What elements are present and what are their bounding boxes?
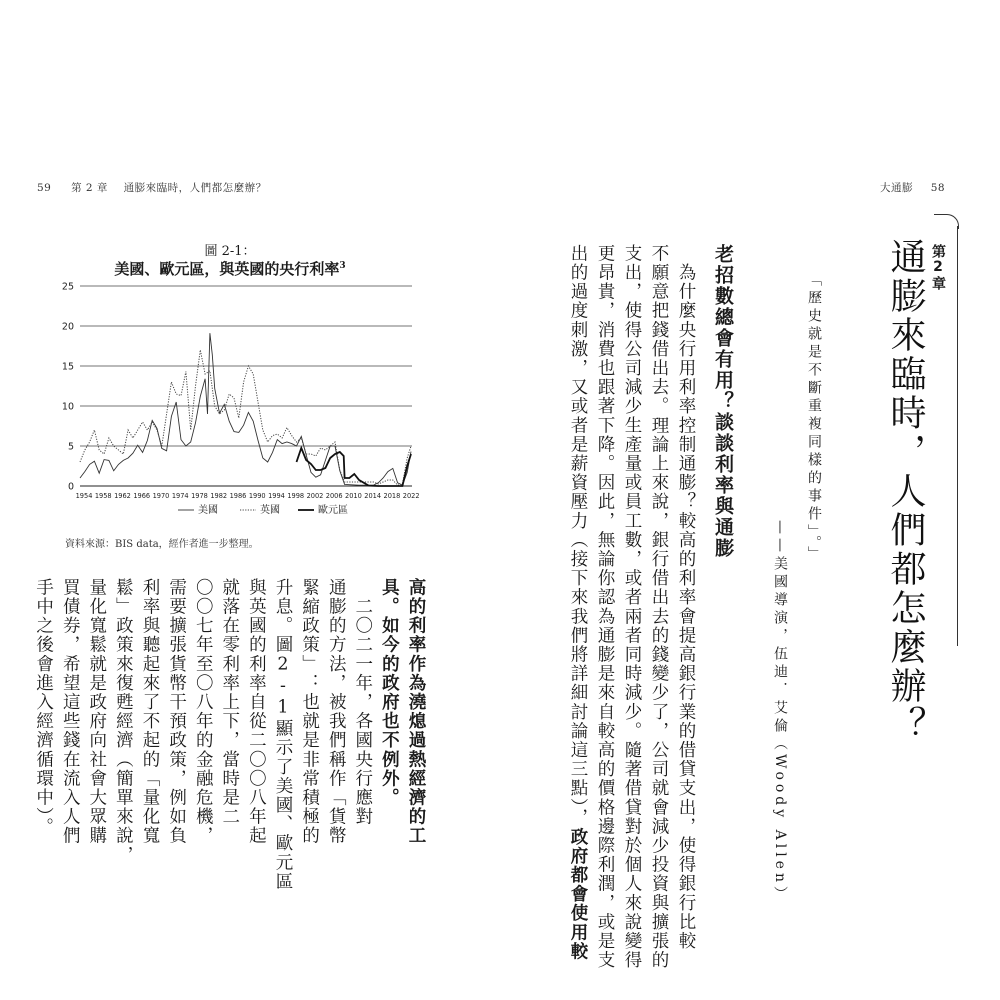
x-tick-1970: 1970 — [152, 492, 170, 500]
left-body-col-14-text: 買債券，希望這些錢在流入人們 — [60, 578, 81, 846]
left-body-col-4 — [322, 578, 349, 845]
chapter-label: 第2章 — [930, 244, 946, 291]
epigraph-attribution: ——美國導演，伍迪．艾倫（Woody Allen） — [772, 520, 788, 904]
chart-x-ticks — [76, 492, 420, 500]
left-body-col-13 — [83, 578, 110, 845]
right-body-col-5-text: 出的過度刺激，又或者是薪資壓力（接下來我們將詳細討論這三點）， — [568, 244, 588, 828]
x-tick-2018: 2018 — [383, 492, 401, 500]
left-body-col-6-text: 升息。圖2-1顯示了美國、歐元區 — [273, 578, 293, 892]
left-body-col-2 — [375, 578, 402, 807]
left-body-col-14 — [56, 578, 83, 845]
x-tick-1990: 1990 — [248, 492, 266, 500]
figure-caption-wrap — [60, 258, 400, 279]
right-body-col-2: 不願意把錢借出去。理論上來說，銀行借出去的錢變少了，公司就會減少投資與擴張的 — [649, 244, 669, 970]
y-tick-25: 25 — [61, 281, 74, 293]
x-tick-1986: 1986 — [229, 492, 247, 500]
x-tick-1998: 1998 — [287, 492, 305, 500]
figure-caption: 美國、歐元區，與英國的央行利率 — [114, 260, 340, 278]
left-body-col-7 — [242, 578, 269, 845]
left-body-col-8 — [216, 578, 243, 826]
left-body-col-11 — [136, 578, 163, 845]
left-body-col-13-text: 量化寬鬆就是政府向社會大眾購 — [86, 578, 107, 846]
legend-label-英國: 英國 — [260, 505, 280, 516]
left-body-col-12-text: 鬆」政策來復甦經濟（簡單來說， — [113, 578, 134, 865]
page-number-right: 58 — [930, 182, 946, 194]
x-tick-2002: 2002 — [306, 492, 324, 500]
y-tick-20: 20 — [61, 321, 74, 333]
left-body-col-4-text: 通膨的方法，被我們稱作「貨幣 — [326, 578, 347, 846]
epigraph-quote: 「歷史就是不斷重複同樣的事件」。」 — [806, 272, 822, 564]
x-tick-1962: 1962 — [114, 492, 131, 500]
x-tick-1982: 1982 — [210, 492, 228, 500]
rate-chart — [50, 278, 420, 523]
series-line-英國 — [80, 350, 411, 485]
header-chapter-title: 通膨來臨時，人們都怎麼辦？ — [123, 182, 267, 194]
right-body-col-4: 更昂貴，消費也跟著下降。因此，無論你認為通膨是來自較高的價格邊際利潤，或是支 — [595, 244, 615, 970]
left-body-col-10 — [163, 578, 190, 845]
left-body-col-3 — [349, 578, 376, 826]
left-body-col-7-text: 與英國的利率自從二〇〇八年起 — [246, 578, 267, 846]
figure-source: 資料來源：BIS data，經作者進一步整理。 — [65, 539, 259, 550]
left-body-col-1-bold: 高的利率作為澆熄過熱經濟的工 — [406, 578, 426, 846]
chart-y-ticks — [62, 282, 74, 493]
x-tick-1966: 1966 — [133, 492, 151, 500]
left-body-col-15 — [30, 578, 57, 837]
x-tick-2014: 2014 — [364, 492, 382, 500]
left-body-col-8-text: 就落在零利率上下，當時是二 — [219, 578, 240, 827]
figure-label: 圖 2-1： — [204, 244, 256, 259]
chart-lines — [80, 333, 411, 486]
chapter-title: 通膨來臨時，人們都怎麼辦？ — [885, 238, 926, 745]
chart-legend — [178, 503, 348, 516]
page-number-left: 59 — [37, 182, 52, 194]
left-body-col-5 — [296, 578, 323, 845]
y-tick-10: 10 — [61, 401, 74, 413]
left-body-col-2-bold: 具。如今的政府也不例外。 — [379, 578, 400, 808]
left-body-col-12 — [109, 578, 136, 865]
right-body-col-3: 支出，使得公司減少生產量或員工數，或者兩者同時減少。隨著借貸對於個人來說變得 — [622, 244, 642, 970]
x-tick-1978: 1978 — [191, 492, 208, 500]
legend-label-歐元區: 歐元區 — [318, 505, 348, 516]
series-line-歐元區 — [297, 448, 412, 486]
x-tick-1958: 1958 — [94, 492, 112, 500]
left-body-col-10-text: 需要擴張貨幣干預政策，例如負 — [166, 578, 187, 846]
x-tick-1974: 1974 — [171, 492, 189, 500]
page-header-right — [880, 180, 945, 195]
right-body-col-5 — [564, 244, 591, 961]
left-body-col-3-text: 二〇二一年，各國央行應對 — [352, 578, 373, 827]
legend-label-美國: 美國 — [198, 505, 218, 516]
left-body-col-9 — [189, 578, 216, 845]
left-body-col-9-text: 〇〇七年至〇八年的金融危機， — [193, 578, 214, 846]
x-tick-2022: 2022 — [402, 492, 420, 500]
right-body-col-1: 為什麼央行用利率控制通膨？較高的利率會提高銀行業的借貸支出，使得銀行比較 — [676, 244, 696, 951]
chapter-bracket-line — [957, 226, 958, 646]
x-tick-1954: 1954 — [75, 492, 93, 500]
left-body-col-1 — [402, 578, 429, 845]
page-header-left — [37, 180, 267, 195]
header-chapter: 第 2 章 — [71, 182, 108, 194]
x-tick-2010: 2010 — [345, 492, 362, 500]
section-heading: 老招數總會有用？談談利率與通膨 — [712, 244, 734, 559]
header-book-title: 大通膨 — [880, 182, 913, 194]
right-body-col-5-bold: 政府都會使用較 — [568, 827, 588, 962]
series-line-美國 — [80, 333, 411, 485]
left-body-col-5-text: 緊縮政策」：也就是非常積極的 — [299, 578, 320, 846]
left-body-col-15-text: 手中之後會進入經濟循環中）。 — [33, 578, 54, 837]
left-body-col-6 — [269, 578, 296, 891]
x-tick-2006: 2006 — [325, 492, 343, 500]
figure-footnote-marker: 3 — [339, 261, 346, 271]
y-tick-15: 15 — [61, 361, 74, 373]
x-tick-1994: 1994 — [268, 492, 285, 500]
chapter-bracket — [934, 214, 959, 229]
y-tick-0: 0 — [67, 481, 74, 493]
left-body-col-11-text: 利率與聽起來了不起的「量化寬 — [140, 578, 160, 846]
y-tick-5: 5 — [67, 441, 74, 453]
